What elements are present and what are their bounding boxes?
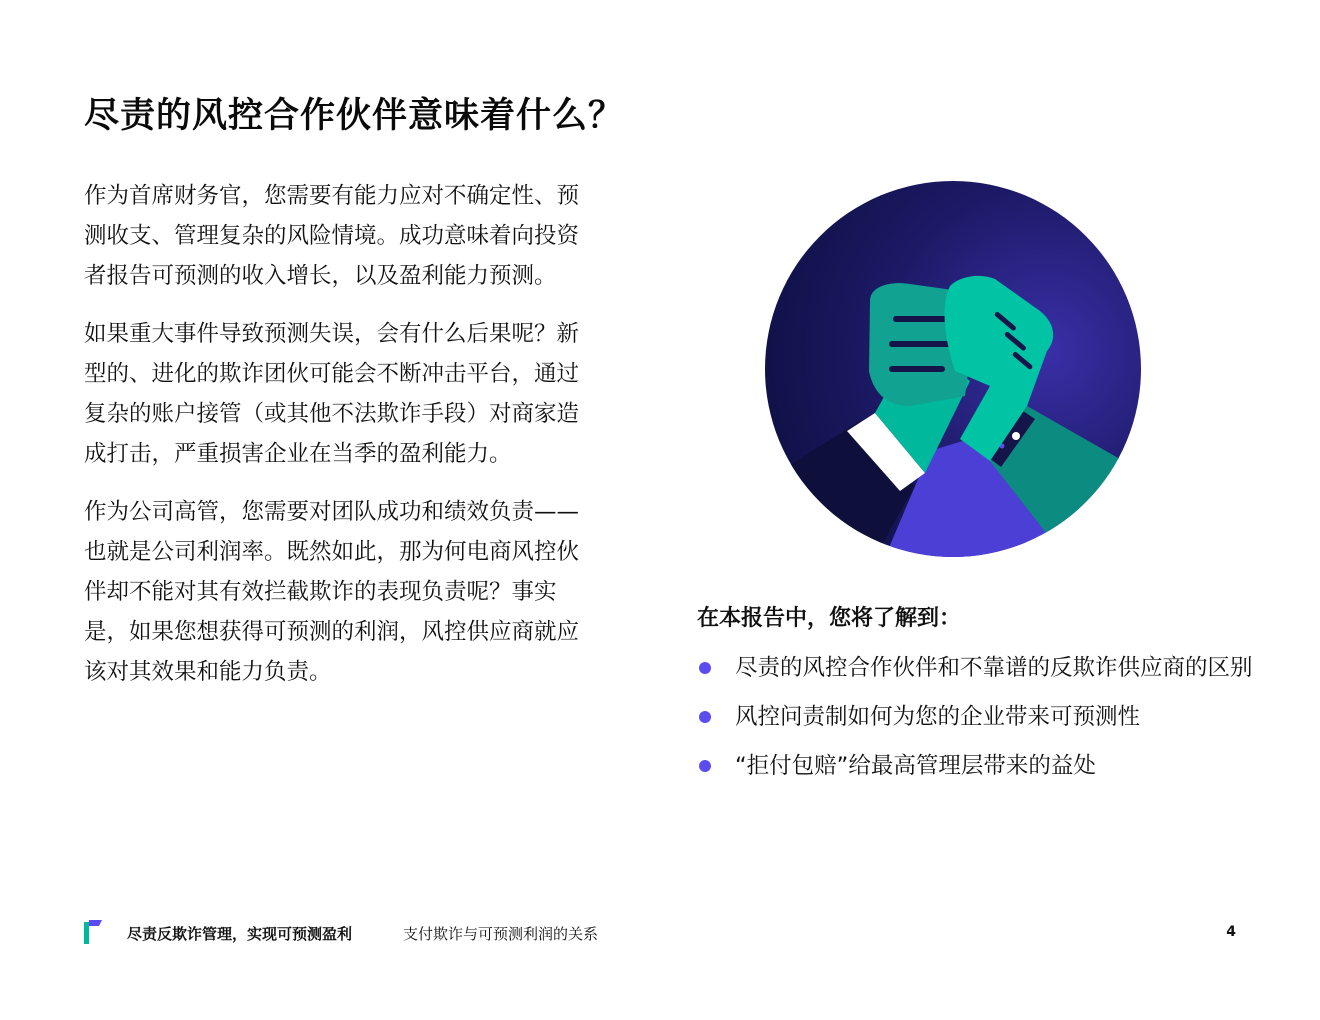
body-text (84, 176, 594, 710)
bullet-dot-icon (699, 760, 711, 772)
list-item (697, 697, 1257, 737)
list-item (697, 648, 1257, 688)
report-heading: 在本报告中，您将了解到： (697, 606, 962, 631)
bullet-text: “拒付包赔”给最高管理层带来的益处 (735, 753, 1096, 779)
bullet-dot-icon (699, 662, 711, 674)
bullet-dot-icon (699, 711, 711, 723)
bullet-text: 风控问责制如何为您的企业带来可预测性 (735, 704, 1141, 730)
paragraph: 作为公司高管，您需要对团队成功和绩效负责——也就是公司利润率。既然如此，那为何电商风控伙伴却不能对其有效拦截欺诈的表现负责呢？事实是，如果您想获得可预测的利润，风控供应商就应该对其效果和能力负责。 (84, 499, 580, 685)
list-item (697, 746, 1257, 786)
brand-logo-icon (84, 920, 102, 944)
paragraph: 作为首席财务官，您需要有能力应对不确定性、预测收支、管理复杂的风险情境。成功意味着向投资者报告可预测的收入增长，以及盈利能力预测。 (84, 183, 580, 289)
report-bullet-list (697, 648, 1257, 795)
footer-subtitle: 支付欺诈与可预测利润的关系 (403, 925, 599, 943)
page-title: 尽责的风控合作伙伴意味着什么？ (84, 96, 625, 136)
bullet-text: 尽责的风控合作伙伴和不靠谱的反欺诈供应商的区别 (735, 655, 1253, 681)
footer-title: 尽责反欺诈管理，实现可预测盈利 (127, 925, 353, 943)
handshake-illustration-icon (765, 181, 1141, 557)
page-number: 4 (1226, 924, 1236, 940)
paragraph: 如果重大事件导致预测失误，会有什么后果呢？新型的、进化的欺诈团伙可能会不断冲击平台，通过复杂的账户接管（或其他不法欺诈手段）对商家造成打击，严重损害企业在当季的盈利能力。 (84, 321, 580, 467)
